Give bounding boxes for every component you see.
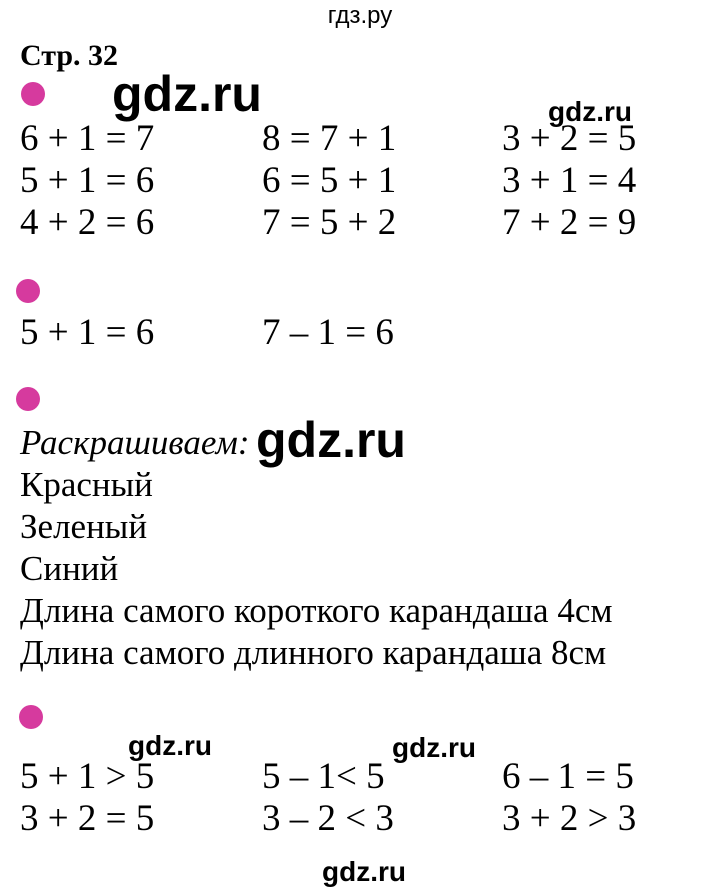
text-line: Красный bbox=[20, 465, 153, 504]
equation: 8 = 7 + 1 bbox=[262, 118, 397, 159]
text-line: Синий bbox=[20, 549, 119, 588]
equation: 7 – 1 = 6 bbox=[262, 312, 394, 353]
comparison: 6 – 1 = 5 bbox=[502, 756, 634, 797]
watermark: gdz.ru bbox=[548, 96, 632, 127]
watermark: gdz.ru bbox=[392, 732, 476, 763]
header-watermark: гдз.ру bbox=[327, 2, 393, 29]
equation: 7 = 5 + 2 bbox=[262, 202, 397, 243]
section-bullet bbox=[16, 387, 40, 411]
equation: 6 + 1 = 7 bbox=[20, 118, 155, 159]
comparison: 5 – 1< 5 bbox=[262, 756, 385, 797]
text-line: Длина самого длинного карандаша 8см bbox=[20, 633, 607, 672]
watermark: gdz.ru bbox=[322, 856, 406, 887]
equation: 5 + 1 = 6 bbox=[20, 160, 155, 201]
comparison: 3 + 2 = 5 bbox=[20, 798, 155, 839]
equation: 3 + 2 = 5 bbox=[502, 118, 637, 159]
text-line: Длина самого короткого карандаша 4см bbox=[20, 591, 613, 630]
section-bullet bbox=[21, 82, 45, 106]
watermark: gdz.ru bbox=[112, 66, 262, 122]
comparison: 3 – 2 < 3 bbox=[262, 798, 394, 839]
watermark: gdz.ru bbox=[128, 730, 212, 761]
section-bullet bbox=[19, 705, 43, 729]
page-title: Стр. 32 bbox=[20, 39, 119, 72]
text-line: Зеленый bbox=[20, 507, 148, 546]
equation: 6 = 5 + 1 bbox=[262, 160, 397, 201]
section-heading: Раскрашиваем: bbox=[20, 423, 250, 462]
equation: 7 + 2 = 9 bbox=[502, 202, 637, 243]
equation: 4 + 2 = 6 bbox=[20, 202, 155, 243]
comparison: 5 + 1 > 5 bbox=[20, 756, 155, 797]
equation: 5 + 1 = 6 bbox=[20, 312, 155, 353]
section-bullet bbox=[16, 279, 40, 303]
equation: 3 + 1 = 4 bbox=[502, 160, 637, 201]
watermark: gdz.ru bbox=[256, 412, 406, 468]
comparison: 3 + 2 > 3 bbox=[502, 798, 637, 839]
